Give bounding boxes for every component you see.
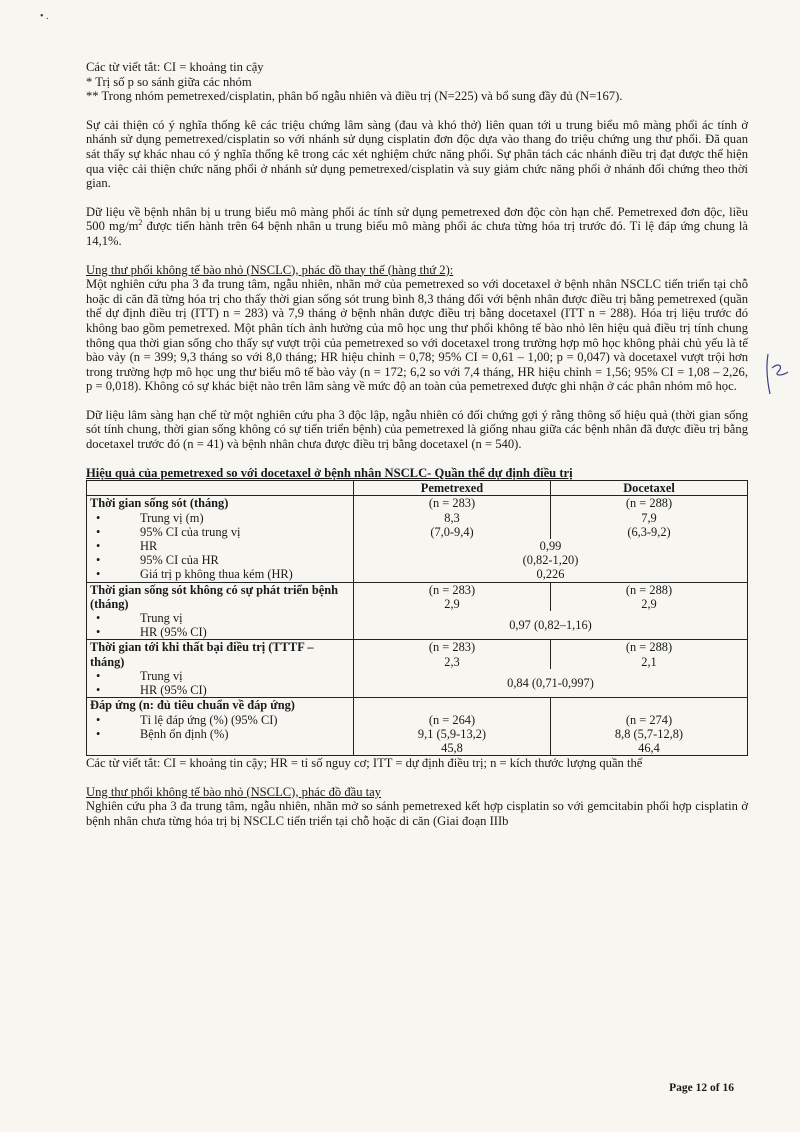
table-row: • Trung vị • HR (95% CI) 0,84 (0,71-0,997) — [87, 669, 748, 698]
efficacy-table — [86, 480, 748, 756]
footnote-star: * Trị số p so sánh giữa các nhóm — [86, 74, 252, 89]
header-docetaxel: Docetaxel — [551, 481, 748, 496]
table-row: • 95% CI của trung vị (7,0-9,4) (6,3-9,2) — [87, 525, 748, 539]
table-row: • HR 0,99 — [87, 539, 748, 553]
table-row: Thời gian sống sót (tháng) (n = 283) (n = 288) — [87, 496, 748, 511]
section-heading-second-line: Ung thư phổi không tế bào nhỏ (NSCLC), phác đồ thay thế (hàng thứ 2): — [86, 262, 454, 277]
table-title: Hiệu quả của pemetrexed so với docetaxel ở bệnh nhân NSCLC- Quần thể dự định điều trị — [86, 465, 573, 480]
page-number: Page 12 of 16 — [669, 1082, 734, 1094]
paragraph-first-line-study: Nghiên cứu pha 3 đa trung tâm, ngẫu nhiên, nhãn mở so sánh pemetrexed kết hợp cisplatin so với gemcitabin phối hợp cisplatin ở bệnh nhân chưa từng hóa trị bị NSCLC tiến triển tại chỗ hoặc di căn (Giai đoạn IIIb — [86, 799, 748, 828]
footnote-double-star: ** Trong nhóm pemetrexed/cisplatin, phân bố ngẫu nhiên và điều trị (N=225) và bổ sung đầy đủ (N=167). — [86, 89, 623, 104]
table-row: Thời gian tới khi thất bại điều trị (TTTF – tháng) (n = 283) 2,3 (n = 288) 2,1 — [87, 640, 748, 669]
table-row: 45,8 46,4 — [87, 741, 748, 756]
table-abbreviations: Các từ viết tắt: CI = khoảng tin cậy; HR = tỉ số nguy cơ; ITT = dự định điều trị; n = kích thước lượng quần thể — [86, 756, 643, 771]
table-row: • Giá trị p không thua kém (HR) 0,226 — [87, 567, 748, 582]
paragraph-limited-data: Dữ liệu lâm sàng hạn chế từ một nghiên cứu pha 3 độc lập, ngẫu nhiên có đối chứng gợi ý rằng thông số hiệu quả (thời gian sống sót tính chung, thời gian sống không có sự tiến triển bệnh) của pemetrexed là giống nhau giữa các bệnh nhân đã được điều trị bằng docetaxel trước đó (n = 41) và bệnh nhân chưa được điều trị bằng docetaxel (n = 540). — [86, 407, 748, 452]
section-heading-first-line: Ung thư phổi không tế bào nhỏ (NSCLC), phác đồ đầu tay — [86, 784, 382, 799]
table-row: Đáp ứng (n: đủ tiêu chuẩn về đáp ứng) • Tỉ lệ đáp ứng (%) (95% CI) • Bệnh ổn định (%) (n = 264) 9,1 (5,9-13,2) (n = 274) 8,8 (5,7-12,8) — [87, 698, 748, 741]
document-body — [86, 60, 748, 828]
paragraph-phase3-docetaxel: Một nghiên cứu pha 3 đa trung tâm, ngẫu nhiên, nhãn mở của pemetrexed so với docetaxel ở bệnh nhân NSCLC tiến triển tại chỗ hoặc di căn đã từng hóa trị cho thấy thời gian sống sót trung bình 8,3 tháng đối với bệnh nhân được điều trị bằng pemetrexed (quần thể dự định điều trị (ITT) n = 283) và 7,9 tháng ở bệnh nhân được điều trị bằng docetaxel (ITT n = 288). Hóa trị liệu trước đó không bao gồm pemetrexed. Một phân tích ảnh hưởng của mô học ung thư phổi không tế bào nhỏ lên hiệu quả điều trị tính chung thông qua thời gian sống cho thấy sự vượt trội của pemetrexed so với docetaxel trong trường hợp mô học không phải chủ yếu là tế bào vảy (n = 399; 9,3 tháng so với 8,0 tháng; HR hiệu chỉnh = 0,78; 95% CI = 0,61 – 1,00; p = 0,047) và docetaxel vượt trội hơn trong trường hợp mô học ung thư biểu mô tế bào vảy (n = 172; 6,2 so với 7,4 tháng, HR hiệu chỉnh = 1,56; 95% CI = 1,08 – 2,26, p = 0,018). Không có sự khác biệt nào trên lâm sàng về mức độ an toàn của pemetrexed được ghi nhận ở các phân nhóm mô học. — [86, 277, 748, 394]
abbreviations-note: Các từ viết tắt: CI = khoảng tin cậy — [86, 60, 264, 74]
header-pemetrexed: Pemetrexed — [354, 481, 551, 496]
table-row: • Trung vị • HR (95% CI) 0,97 (0,82–1,16) — [87, 611, 748, 640]
table-row: • Trung vị (m) 8,3 7,9 — [87, 511, 748, 525]
table-row: • 95% CI của HR (0,82-1,20) — [87, 553, 748, 567]
paragraph-monotherapy: Dữ liệu về bệnh nhân bị u trung biểu mô màng phổi ác tính sử dụng pemetrexed đơn độc còn hạn chế. Pemetrexed đơn độc, liều 500 $mg/m^2$ được tiến hành trên 64 bệnh nhân u trung biểu mô màng phổi ác chưa từng hóa trị trước đó. Tỉ lệ đáp ứng chung là 14,1%. — [86, 204, 748, 248]
handwritten-margin-mark — [764, 352, 794, 400]
paragraph-symptoms: Sự cải thiện có ý nghĩa thống kê các triệu chứng lâm sàng (đau và khó thở) liên quan tới u trung biểu mô màng phổi ác tính ở nhánh sử dụng pemetrexed/cisplatin so với nhánh sử dụng cisplatin đơn độc dựa vào thang đo triệu chứng ung thư phổi. Đã quan sát thấy sự khác nhau có ý nghĩa thống kê trong các xét nghiệm chức năng phổi. Sự phân tách các nhánh điều trị đạt được thể hiện qua việc cải thiện chức năng phổi ở nhánh sử dụng pemetrexed/cisplatin và suy giảm chức năng phổi ở nhánh đối chứng theo thời gian. — [86, 117, 748, 191]
table-header-row — [87, 481, 748, 496]
table-row: Thời gian sống sót không có sự phát triển bệnh (tháng) (n = 283) 2,9 (n = 288) 2,9 — [87, 582, 748, 611]
corner-mark: • . — [40, 11, 49, 22]
